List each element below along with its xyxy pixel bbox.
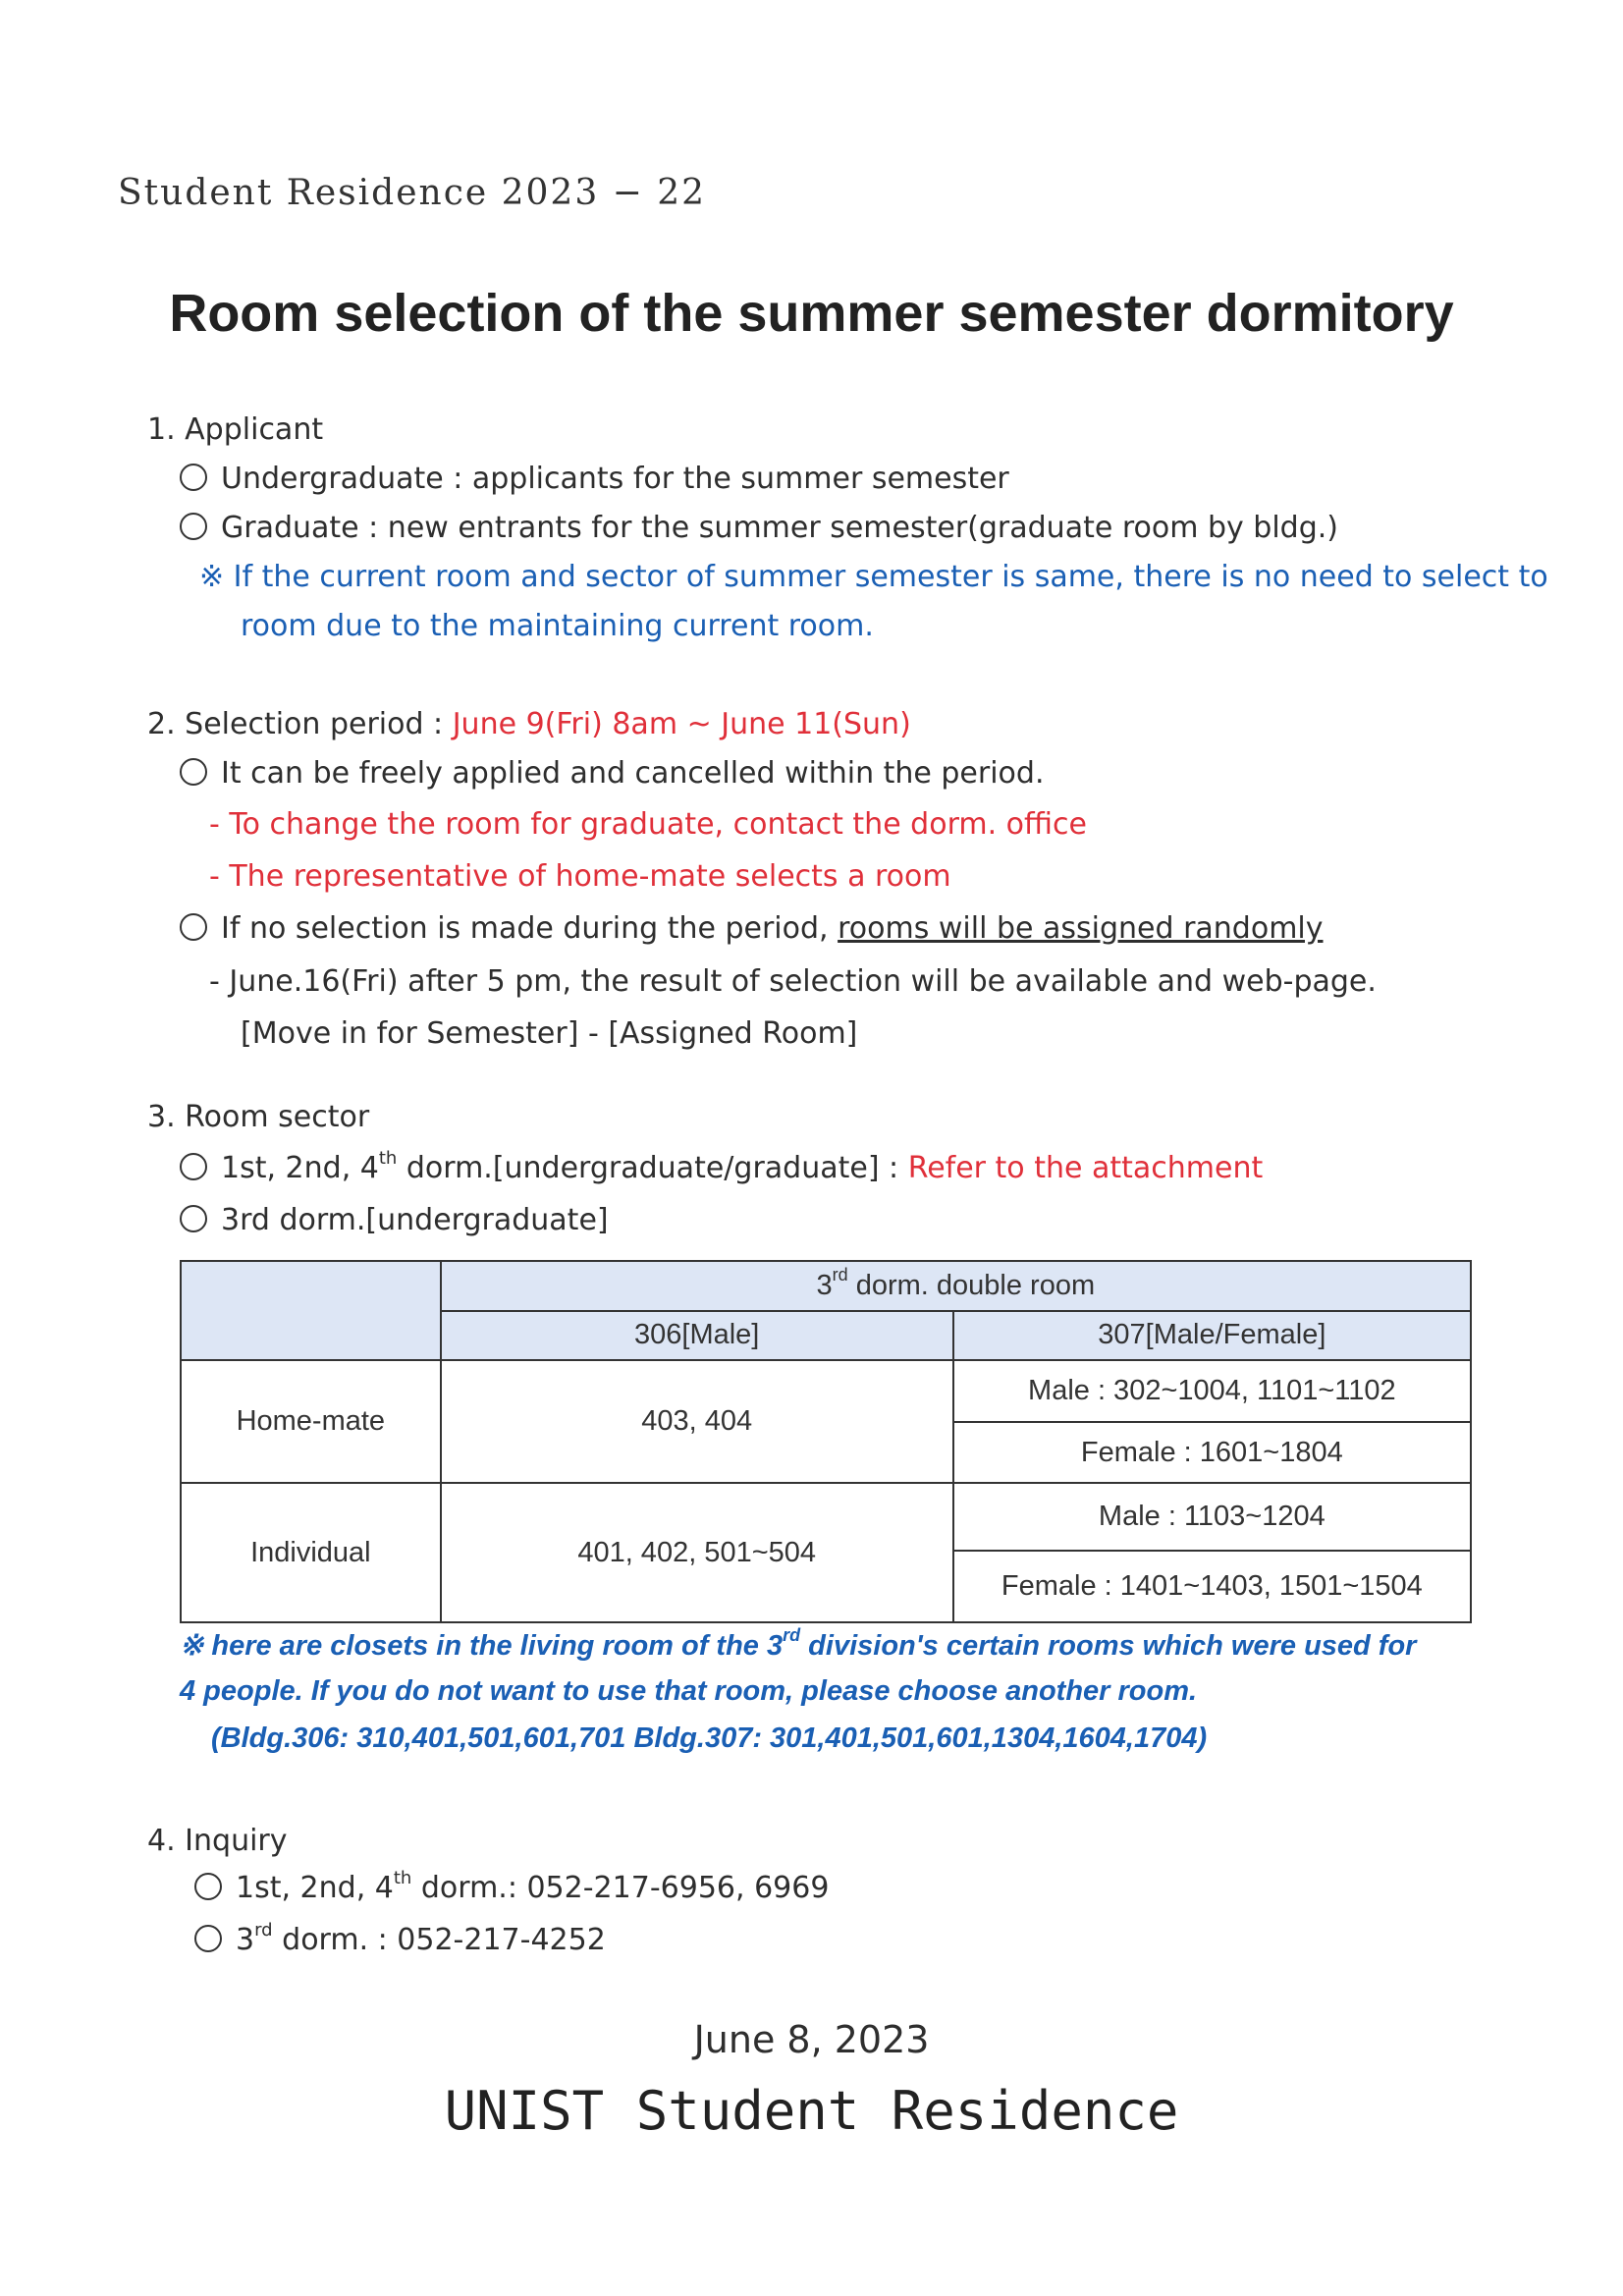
section-1-heading: 1. Applicant [147,412,324,447]
column-header-306: 306[Male] [441,1311,953,1361]
table-corner-cell [181,1261,441,1360]
circle-bullet-icon [180,913,207,941]
issuing-organization: UNIST Student Residence [444,2080,1179,2142]
period-item-2: If no selection is made during the period, rooms will be assigned randomly [180,911,1324,946]
applicant-note-line-2: room due to the maintaining current room. [241,609,874,643]
row-label-individual: Individual [181,1483,441,1622]
circle-bullet-icon [180,758,207,786]
table-note-line-3: (Bldg.306: 310,401,501,601,701 Bldg.307: 301,401,501,601,1304,1604,1704) [211,1722,1208,1754]
circle-bullet-icon [194,1873,222,1900]
period-dash-3: - June.16(Fri) after 5 pm, the result of selection will be available and web-page. [209,964,1377,999]
cell-individual-307-male: Male : 1103~1204 [953,1483,1471,1551]
cell-home-mate-307-male: Male : 302~1004, 1101~1102 [953,1360,1471,1422]
inquiry-item-2: 3rd dorm. : 052-217-4252 [194,1923,606,1957]
cell-home-mate-307-female: Female : 1601~1804 [953,1422,1471,1484]
attachment-reference: Refer to the attachment [907,1151,1264,1185]
applicant-graduate: Graduate : new entrants for the summer semester(graduate room by bldg.) [180,511,1338,545]
applicant-note-line-1: ※ If the current room and sector of summer semester is same, there is no need to select to [199,560,1548,594]
period-dash-1: - To change the room for graduate, contact the dorm. office [209,807,1087,842]
row-label-home-mate: Home-mate [181,1360,441,1483]
sector-item-2: 3rd dorm.[undergraduate] [180,1203,609,1237]
period-dash-2: - The representative of home-mate selects a room [209,859,951,894]
cell-individual-307-female: Female : 1401~1403, 1501~1504 [953,1551,1471,1622]
period-dash-3-continued: [Move in for Semester] - [Assigned Room] [241,1016,858,1051]
room-sector-table [180,1260,1472,1623]
section-3-heading: 3. Room sector [147,1100,370,1134]
table-note-line-2: 4 people. If you do not want to use that room, please choose another room. [180,1675,1198,1707]
applicant-undergraduate: Undergraduate : applicants for the summer semester [180,462,1009,496]
table-title-cell: 3rd dorm. double room [441,1261,1471,1311]
table-note-line-1: ※ here are closets in the living room of the 3rd division's certain rooms which were used for [180,1625,1417,1662]
cell-home-mate-306: 403, 404 [441,1360,953,1483]
section-4-heading: 4. Inquiry [147,1824,288,1858]
circle-bullet-icon [180,513,207,540]
cell-individual-306: 401, 402, 501~504 [441,1483,953,1622]
selection-period: June 9(Fri) 8am ~ June 11(Sun) [452,707,911,741]
document-id: Student Residence 2023 − 22 [118,173,707,213]
circle-bullet-icon [194,1925,222,1952]
random-assignment-text: rooms will be assigned randomly [838,911,1324,946]
column-header-307: 307[Male/Female] [953,1311,1471,1361]
inquiry-item-1: 1st, 2nd, 4th dorm.: 052-217-6956, 6969 [194,1871,829,1905]
period-item-1: It can be freely applied and cancelled within the period. [180,756,1045,791]
circle-bullet-icon [180,1153,207,1180]
document-date: June 8, 2023 [693,2018,930,2061]
circle-bullet-icon [180,1205,207,1232]
section-2-heading: 2. Selection period : June 9(Fri) 8am ~ June 11(Sun) [147,707,911,741]
sector-item-1: 1st, 2nd, 4th dorm.[undergraduate/graduate] : Refer to the attachment [180,1151,1263,1185]
page-title: Room selection of the summer semester dormitory [169,284,1454,343]
circle-bullet-icon [180,464,207,491]
